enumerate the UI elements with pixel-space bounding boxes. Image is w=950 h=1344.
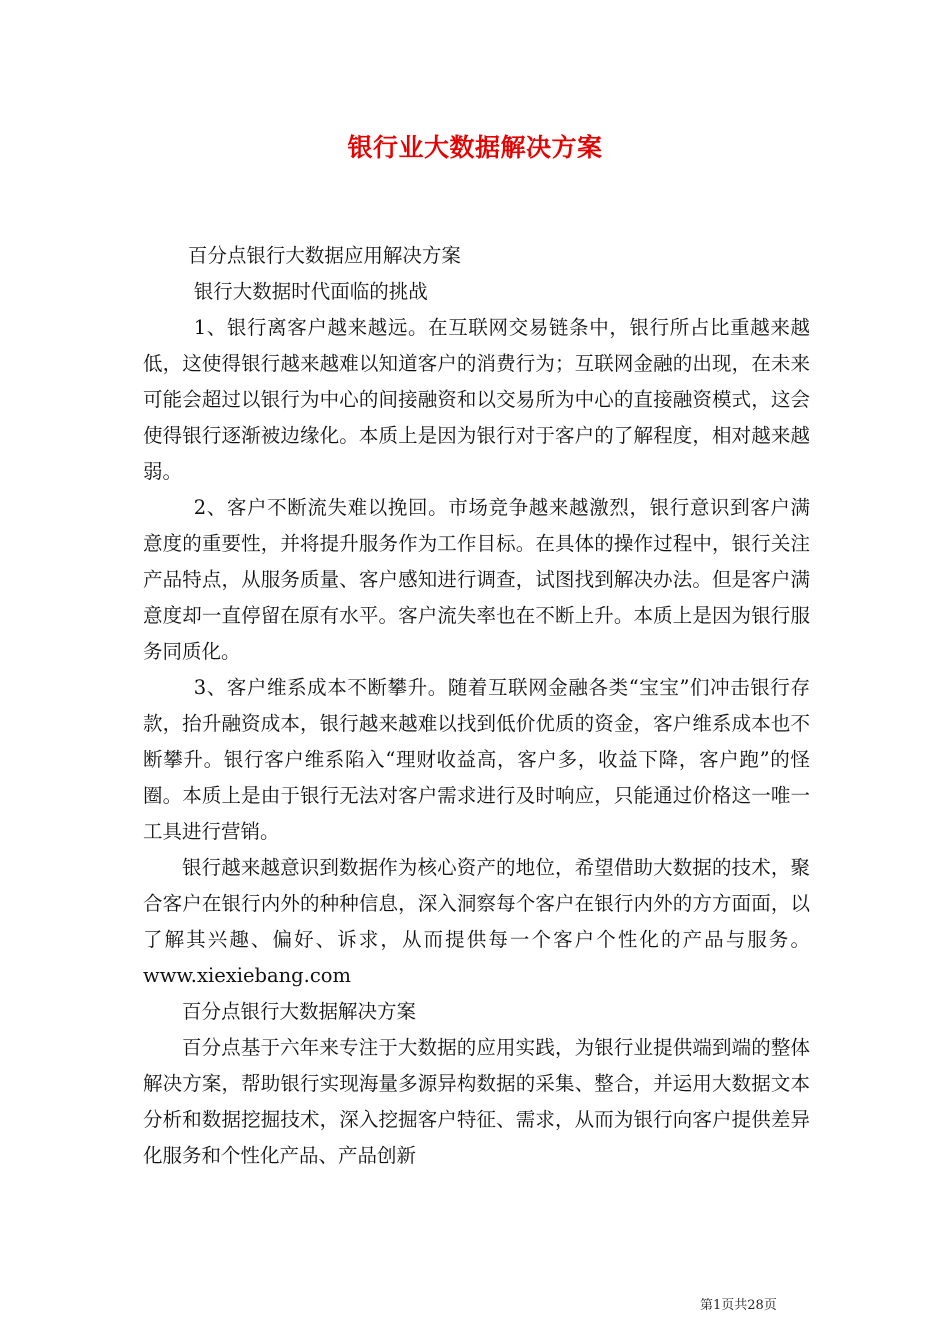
subtitle-solution: 百分点银行大数据应用解决方案 xyxy=(187,244,461,267)
section-heading-solution: 百分点银行大数据解决方案 xyxy=(182,1000,417,1023)
paragraph-solution-intro: 百分点基于六年来专注于大数据的应用实践，为银行业提供端到端的整体解决方案，帮助银行实现海量多源异构数据的采集、整合，并运用大数据文本分析和数据挖掘技术，深入挖掘客户特征、需求，从而为银行向客户提供差异化服务和个性化产品、产品创新 xyxy=(143,1036,810,1167)
paragraph-data-asset: 银行越来越意识到数据作为核心资产的地位，希望借助大数据的技术，聚合客户在银行内外的种种信息，深入洞察每个客户在银行内外的方方面面，以了解其兴趣、偏好、诉求，从而提供每一个客户个性化的产品与服务。www.xiexiebang.com xyxy=(143,856,810,987)
paragraph-challenge-3: 3、客户维系成本不断攀升。随着互联网金融各类“宝宝”们冲击银行存款，抬升融资成本，银行越来越难以找到低价优质的资金，客户维系成本也不断攀升。银行客户维系陷入“理财收益高，客户多，收益下降，客户跑”的怪圈。本质上是由于银行无法对客户需求进行及时响应，只能通过价格这一唯一工具进行营销。 xyxy=(143,676,810,843)
paragraph-challenge-1: 1、银行离客户越来越远。在互联网交易链条中，银行所占比重越来越低，这使得银行越来越难以知道客户的消费行为；互联网金融的出现，在未来可能会超过以银行为中心的间接融资和以交易所为中心的直接融资模式，这会使得银行逐渐被边缘化。本质上是因为银行对于客户的了解程度，相对越来越弱。 xyxy=(143,316,810,483)
page-title: 银行业大数据解决方案 xyxy=(347,133,603,162)
document-body xyxy=(143,238,810,1174)
paragraph-challenge-2: 2、客户不断流失难以挽回。市场竞争越来越激烈，银行意识到客户满意度的重要性，并将提升服务作为工作目标。在具体的操作过程中，银行关注产品特点，从服务质量、客户感知进行调查，试图找到解决办法。但是客户满意度却一直停留在原有水平。客户流失率也在不断上升。本质上是因为银行服务同质化。 xyxy=(143,496,810,663)
page-number-footer: 第1页共28页 xyxy=(700,1298,777,1313)
section-heading-challenges: 银行大数据时代面临的挑战 xyxy=(193,280,428,303)
